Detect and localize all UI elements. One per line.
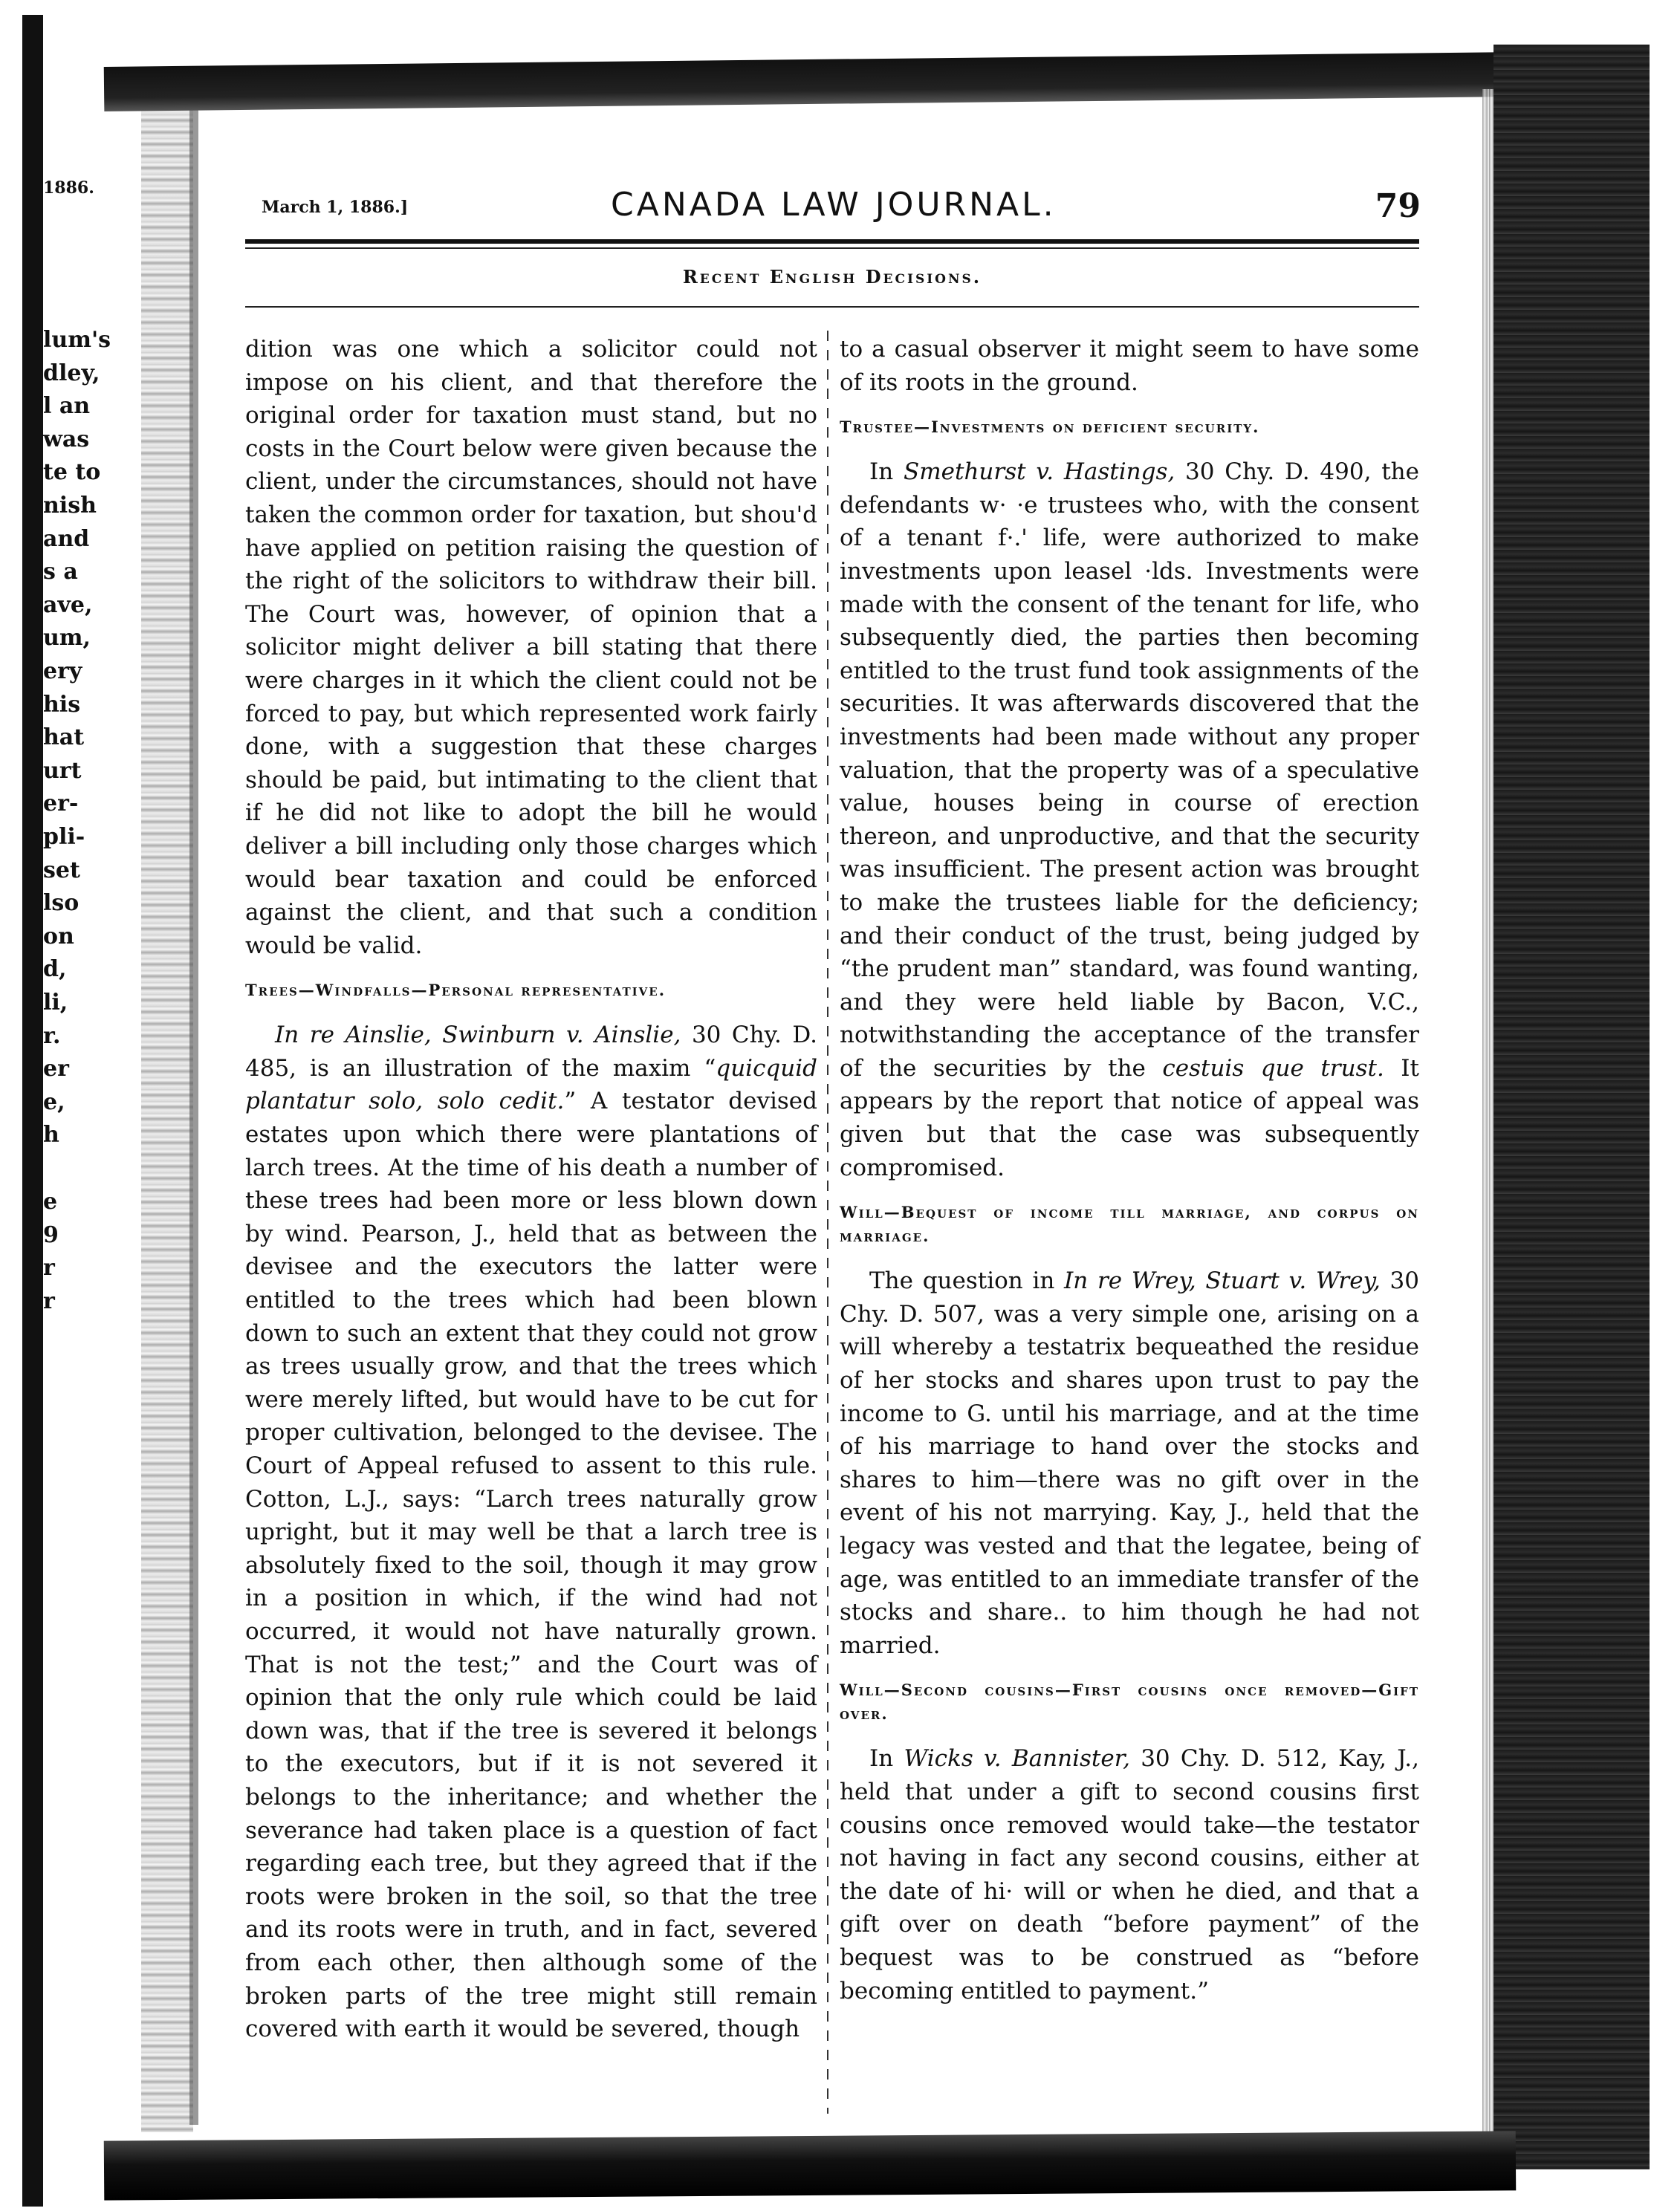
neighbor-page-fragment-line: r — [43, 1288, 55, 1314]
section-heading-will-bequest: Will—Bequest of income till marriage, and corpus on marriage. — [840, 1203, 1419, 1246]
paragraph-continued: dition was one which a solicitor could not impose on his client, and that therefore the original order for taxation must stand, but no costs in the Court below were given because the client, under the circumstances, should not have taken the common order for taxation, but shou'd have applied on petition raising the question of the right of the solicitors to withdraw their bill. The Court was, however, of opinion that a solicitor might deliver a bill stating that there were charges in it which the client could not be forced to pay, but which represented work fairly done, with a suggestion that these charges should be paid, but intimating to the client that if he did not like to adopt the bill he would deliver a bill including only those charges which would bear taxation and could be enforced against the client, and that such a condition would be valid. — [245, 336, 817, 959]
neighbor-page-fragment-line: li, — [43, 990, 68, 1016]
neighbor-page-fragment-line: on — [43, 923, 74, 949]
neighbor-page-fragment-line: e, — [43, 1088, 65, 1115]
scan-edge-top — [104, 52, 1517, 111]
scan-edge-left — [22, 15, 43, 2207]
latin-term: cestuis que trust. — [1162, 1054, 1384, 1082]
neighbor-page-fragment-line: hat — [43, 724, 85, 751]
neighbor-page-fragment-line: pli- — [43, 824, 85, 850]
scan-edge-right — [1493, 45, 1650, 2169]
page-gutter-shadow — [141, 67, 193, 2132]
neighbor-page-fragment-line: um, — [43, 625, 91, 652]
neighbor-page-fragment-line: dley, — [43, 360, 100, 386]
neighbor-page-fragment-line: r — [43, 1255, 55, 1282]
neighbor-page-fragment-line: r. — [43, 1022, 61, 1049]
case-name: In re Wrey, Stuart v. Wrey, — [1064, 1267, 1381, 1295]
neighbor-page-fragment-line: h — [43, 1122, 59, 1149]
paragraph-wrey: The question in In re Wrey, Stuart v. Wrey, 30 Chy. D. 507, was a very simple one, arising on a will whereby a testatrix bequeathed the residue of her stocks and shares upon trust to pay the income to G. until his marriage, and at the time of his marriage to hand over the stocks and shares to him—there was no gift over in the event of his not marrying. Kay, J., held that the legacy was vested and that the legatee, being of age, was entitled to an immediate transfer of the stocks and share.. to him though he had not married. — [840, 1267, 1419, 1659]
neighbor-page-fragment-line: te to — [43, 459, 101, 486]
neighbor-page-year: 1886. — [43, 178, 94, 198]
neighbor-page-fragment-line: l an — [43, 393, 91, 420]
neighbor-page-fragment-line: e — [43, 1189, 58, 1215]
right-column — [840, 333, 1419, 2007]
neighbor-page-fragment-line: his — [43, 691, 81, 718]
issue-date: March 1, 1886.] — [262, 198, 409, 217]
neighbor-page-fragment-line: urt — [43, 757, 82, 784]
header-rule-thin — [245, 247, 1419, 249]
paragraph-wicks: In Wicks v. Bannister, 30 Chy. D. 512, Kay, J., held that under a gift to second cousins first cousins once removed would take—the testator not having in fact any second cousins, either at the date of hi· will or when he died, and that a gift over on death “before payment” of the bequest was to be construed as “before becoming entitled to payment.” — [840, 1745, 1419, 2004]
paragraph-smethurst: In Smethurst v. Hastings, 30 Chy. D. 490, the defendants w· ·e trustees who, with the consent of a tenant f·.' life, were authorized to make investments upon leasel ·lds. Investments were made with the consent of the tenant for life, who subsequently died, the parties then becoming entitled to the trust fund took assignments of the securities. It was afterwards discovered that the investments had been made without any proper valuation, that the property was of a speculative value, houses being in course of erection thereon, and unproductive, and that the security was insufficient. The present action was brought to make the trustees liable for the deficiency; and their conduct of the trust, being judged by “the prudent man” standard, was found wanting, and they were held liable by Bacon, V.C., notwithstanding the acceptance of the transfer of the securities by the cestuis que trust. It appears by the report that notice of appeal was given but that the case was subsequently compromised. — [840, 458, 1419, 1181]
neighbor-page-fragment-line: er- — [43, 790, 79, 817]
page-number: 79 — [1375, 187, 1421, 225]
neighbor-page-fragment-line: ery — [43, 658, 82, 684]
paragraph-ainslie: In re Ainslie, Swinburn v. Ainslie, 30 Chy. D. 485, is an illustration of the maxim “quicquid plantatur solo, solo cedit.” A testator devised estates upon which there were plantations of larch trees. At the time of his death a number of these trees had been more or less blown down by wind. Pearson, J., held that as between the devisee and the executors the latter were entitled to the trees which had been blown down to such an extent that they could not grow as trees usually grow, and that the trees which were merely lifted, but would have to be cut for proper cultivation, belonged to the devisee. The Court of Appeal refused to assent to this rule. Cotton, L.J., says: “Larch trees naturally grow upright, but it may well be that a larch tree is absolutely fixed to the soil, though it may grow in a position in which, if the wind had not occurred, it would not have naturally grown. That is not the test;” and the Court was of opinion that the only rule which could be laid down was, that if the tree is severed it belongs to the executors, but if it is not severed it belongs to the inheritance; and whether the severance had taken place is a question of fact regarding each tree, but they agreed that if the roots were broken in the soil, so that the tree and its roots were in truth, and in fact, severed from each other, then although some of the broken parts of the tree might still remain covered with earth it would be severed, though — [245, 1022, 817, 2043]
section-rule — [245, 306, 1419, 308]
neighbor-page-fragment-line: 9 — [43, 1221, 59, 1248]
neighbor-page-fragment-line: s a — [43, 559, 78, 585]
header-rule-thick — [245, 239, 1419, 244]
case-name: Wicks v. Bannister, — [904, 1745, 1130, 1773]
neighbor-page-fragment-line: ave, — [43, 591, 93, 618]
neighbor-page-fragment-line: d, — [43, 956, 67, 983]
latin-maxim: quicquid plantatur solo, solo cedit. — [245, 1054, 817, 1115]
neighbor-page-fragment-line: er — [43, 1056, 69, 1082]
case-name: In re Ainslie, Swinburn v. Ainslie, — [275, 1022, 681, 1049]
neighbor-page-fragment-line: nish — [43, 493, 97, 519]
section-heading-will-cousins: Will—Second cousins—First cousins once removed—Gift over. — [840, 1681, 1419, 1724]
section-heading-trustee: Trustee—Investments on deficient security. — [840, 418, 1260, 437]
left-column — [245, 333, 817, 2046]
page-gutter-line — [189, 74, 198, 2125]
section-heading-trees: Trees—Windfalls—Personal representative. — [245, 981, 667, 1000]
case-name: Smethurst v. Hastings, — [904, 458, 1175, 486]
running-title: Recent English Decisions. — [682, 266, 982, 288]
paragraph-continued-right: to a casual observer it might seem to have some of its roots in the ground. — [840, 336, 1419, 396]
neighbor-page-fragment-line: was — [43, 426, 90, 452]
page-header — [262, 186, 1421, 230]
column-divider — [827, 331, 828, 2114]
scan-edge-bottom — [104, 2131, 1517, 2200]
neighbor-page-fragment-line: set — [43, 857, 80, 883]
journal-title: CANADA LAW JOURNAL. — [611, 186, 1057, 224]
neighbor-page-fragment-line: and — [43, 525, 90, 552]
neighbor-page-fragment-line: lum's — [43, 327, 111, 353]
neighbor-page-fragment-line: lso — [43, 890, 80, 917]
